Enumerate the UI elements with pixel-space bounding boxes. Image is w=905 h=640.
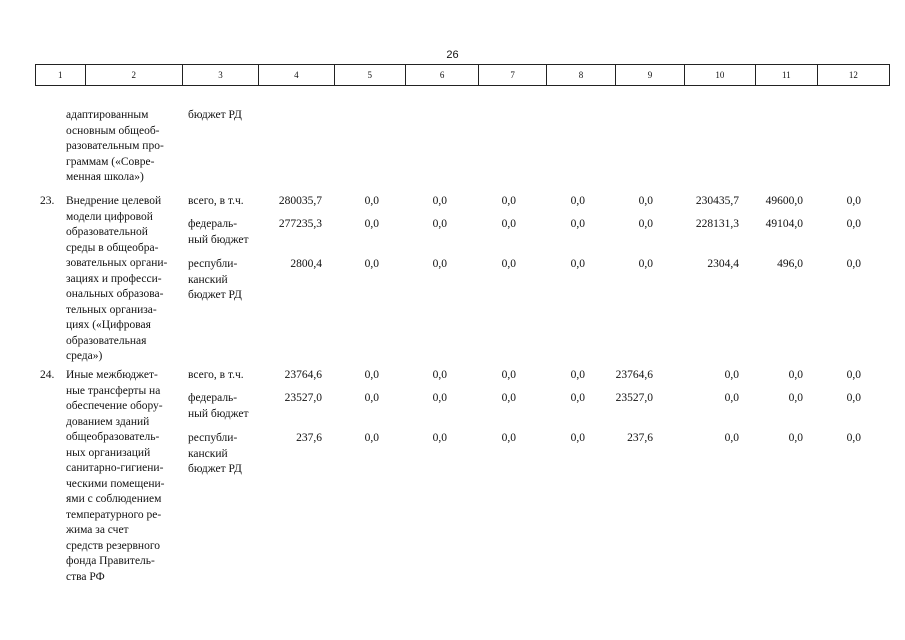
value-cell: 0,0 bbox=[724, 392, 739, 404]
value-cell: 230435,7 bbox=[695, 195, 739, 207]
column-header-5: 5 bbox=[335, 65, 406, 85]
column-header-2: 2 bbox=[86, 65, 183, 85]
value-cell: 0,0 bbox=[638, 218, 653, 230]
carryover-name-line: менная школа») bbox=[66, 171, 144, 183]
row-number: 23. bbox=[40, 195, 55, 207]
funding-source-line: канский bbox=[188, 273, 228, 286]
value-cell: 496,0 bbox=[777, 258, 803, 270]
funding-source-line: республи- bbox=[188, 258, 238, 270]
value-cell: 0,0 bbox=[724, 432, 739, 444]
value-cell: 0,0 bbox=[432, 258, 447, 270]
column-header-6: 6 bbox=[406, 65, 479, 85]
value-cell: 0,0 bbox=[364, 258, 379, 270]
value-cell: 23527,0 bbox=[615, 392, 653, 404]
value-cell: 0,0 bbox=[846, 432, 861, 444]
value-cell: 0,0 bbox=[846, 258, 861, 270]
row-name-line: ческими помещени- bbox=[66, 477, 165, 490]
funding-source-line: ный бюджет bbox=[188, 407, 249, 420]
value-cell: 0,0 bbox=[724, 369, 739, 381]
row-name-line: средств резервного bbox=[66, 539, 160, 552]
value-cell: 0,0 bbox=[364, 369, 379, 381]
carryover-name-line: граммам («Совре- bbox=[66, 155, 155, 168]
column-header-12: 12 bbox=[848, 70, 858, 80]
value-cell: 0,0 bbox=[788, 369, 803, 381]
value-cell: 237,6 bbox=[296, 432, 322, 444]
value-cell: 0,0 bbox=[570, 195, 585, 207]
value-cell: 0,0 bbox=[570, 432, 585, 444]
value-cell: 0,0 bbox=[846, 392, 861, 404]
row-name-line: жима за счет bbox=[66, 524, 129, 536]
row-name-line: среды в общеобра- bbox=[66, 241, 159, 254]
value-cell: 0,0 bbox=[432, 432, 447, 444]
value-cell: 0,0 bbox=[432, 195, 447, 207]
row-number: 24. bbox=[40, 369, 55, 381]
value-cell: 0,0 bbox=[364, 218, 379, 230]
value-cell: 0,0 bbox=[501, 258, 516, 270]
value-cell: 280035,7 bbox=[278, 195, 322, 207]
value-cell: 0,0 bbox=[501, 369, 516, 381]
funding-source-line: федераль- bbox=[188, 392, 238, 404]
value-cell: 228131,3 bbox=[695, 218, 739, 230]
value-cell: 0,0 bbox=[846, 218, 861, 230]
value-cell: 0,0 bbox=[638, 258, 653, 270]
value-cell: 0,0 bbox=[364, 392, 379, 404]
value-cell: 0,0 bbox=[846, 195, 861, 207]
value-cell: 237,6 bbox=[627, 432, 653, 444]
value-cell: 2304,4 bbox=[707, 258, 739, 270]
row-name-line: дованием зданий bbox=[66, 415, 150, 428]
value-cell: 0,0 bbox=[638, 195, 653, 207]
funding-source-line: канский bbox=[188, 447, 228, 460]
value-cell: 0,0 bbox=[501, 432, 516, 444]
funding-source-line: бюджет РД bbox=[188, 463, 242, 475]
column-header-11: 11 bbox=[756, 65, 818, 85]
funding-source-line: всего, в т.ч. bbox=[188, 369, 244, 381]
carryover-name-line: разовательным про- bbox=[66, 140, 164, 152]
value-cell: 0,0 bbox=[501, 392, 516, 404]
value-cell: 277235,3 bbox=[278, 218, 322, 230]
carryover-name-line: основным общеоб- bbox=[66, 124, 160, 137]
column-header-9: 9 bbox=[616, 65, 684, 85]
value-cell: 0,0 bbox=[364, 195, 379, 207]
row-name-line: тельных организа- bbox=[66, 303, 157, 316]
value-cell: 0,0 bbox=[501, 218, 516, 230]
row-name-line: циях («Цифровая bbox=[66, 319, 151, 331]
value-cell: 2800,4 bbox=[290, 258, 322, 270]
funding-source-line: ный бюджет bbox=[188, 233, 249, 246]
value-cell: 0,0 bbox=[432, 369, 447, 381]
row-name-line: среда») bbox=[66, 350, 103, 362]
column-header-10: 10 bbox=[685, 65, 756, 85]
value-cell: 0,0 bbox=[788, 432, 803, 444]
row-name-line: образовательной bbox=[66, 226, 148, 238]
row-name-line: ональных образова- bbox=[66, 288, 164, 300]
column-header-3: 3 bbox=[183, 65, 259, 85]
column-header-4: 4 bbox=[259, 65, 334, 85]
value-cell: 0,0 bbox=[570, 218, 585, 230]
funding-source-line: всего, в т.ч. bbox=[188, 195, 244, 207]
value-cell: 49104,0 bbox=[765, 218, 803, 230]
value-cell: 23527,0 bbox=[284, 392, 322, 404]
value-cell: 0,0 bbox=[432, 218, 447, 230]
row-name-line: общеобразователь- bbox=[66, 431, 160, 443]
value-cell: 0,0 bbox=[570, 369, 585, 381]
value-cell: 0,0 bbox=[788, 392, 803, 404]
column-header-1: 1 bbox=[36, 65, 86, 85]
row-name-line: Иные межбюджет- bbox=[66, 369, 158, 381]
funding-source-line: бюджет РД bbox=[188, 289, 242, 301]
row-name-line: Внедрение целевой bbox=[66, 195, 162, 207]
row-name-line: зациях и професси- bbox=[66, 272, 162, 285]
row-name-line: ями с соблюдением bbox=[66, 493, 162, 505]
row-name-line: санитарно-гигиени- bbox=[66, 462, 164, 474]
column-number-header bbox=[35, 64, 890, 86]
column-header-8: 8 bbox=[547, 65, 616, 85]
page-number: 26 bbox=[446, 49, 459, 61]
value-cell: 0,0 bbox=[570, 258, 585, 270]
value-cell: 23764,6 bbox=[615, 369, 653, 381]
row-name-line: температурного ре- bbox=[66, 508, 162, 521]
carryover-source-line: бюджет РД bbox=[188, 109, 242, 121]
value-cell: 0,0 bbox=[501, 195, 516, 207]
column-header-7: 7 bbox=[479, 65, 546, 85]
carryover-name-line: адаптированным bbox=[66, 109, 149, 121]
funding-source-line: федераль- bbox=[188, 218, 238, 230]
row-name-line: фонда Правитель- bbox=[66, 555, 155, 567]
value-cell: 0,0 bbox=[432, 392, 447, 404]
value-cell: 49600,0 bbox=[765, 195, 803, 207]
row-name-line: образовательная bbox=[66, 334, 147, 347]
value-cell: 23764,6 bbox=[284, 369, 322, 381]
row-name-line: ства РФ bbox=[66, 570, 105, 583]
value-cell: 0,0 bbox=[846, 369, 861, 381]
value-cell: 0,0 bbox=[570, 392, 585, 404]
value-cell: 0,0 bbox=[364, 432, 379, 444]
funding-source-line: республи- bbox=[188, 432, 238, 444]
row-name-line: ные трансферты на bbox=[66, 384, 161, 397]
row-name-line: зовательных органи- bbox=[66, 257, 168, 269]
row-name-line: обеспечение обору- bbox=[66, 400, 163, 412]
row-name-line: ных организаций bbox=[66, 446, 151, 459]
row-name-line: модели цифровой bbox=[66, 210, 153, 223]
